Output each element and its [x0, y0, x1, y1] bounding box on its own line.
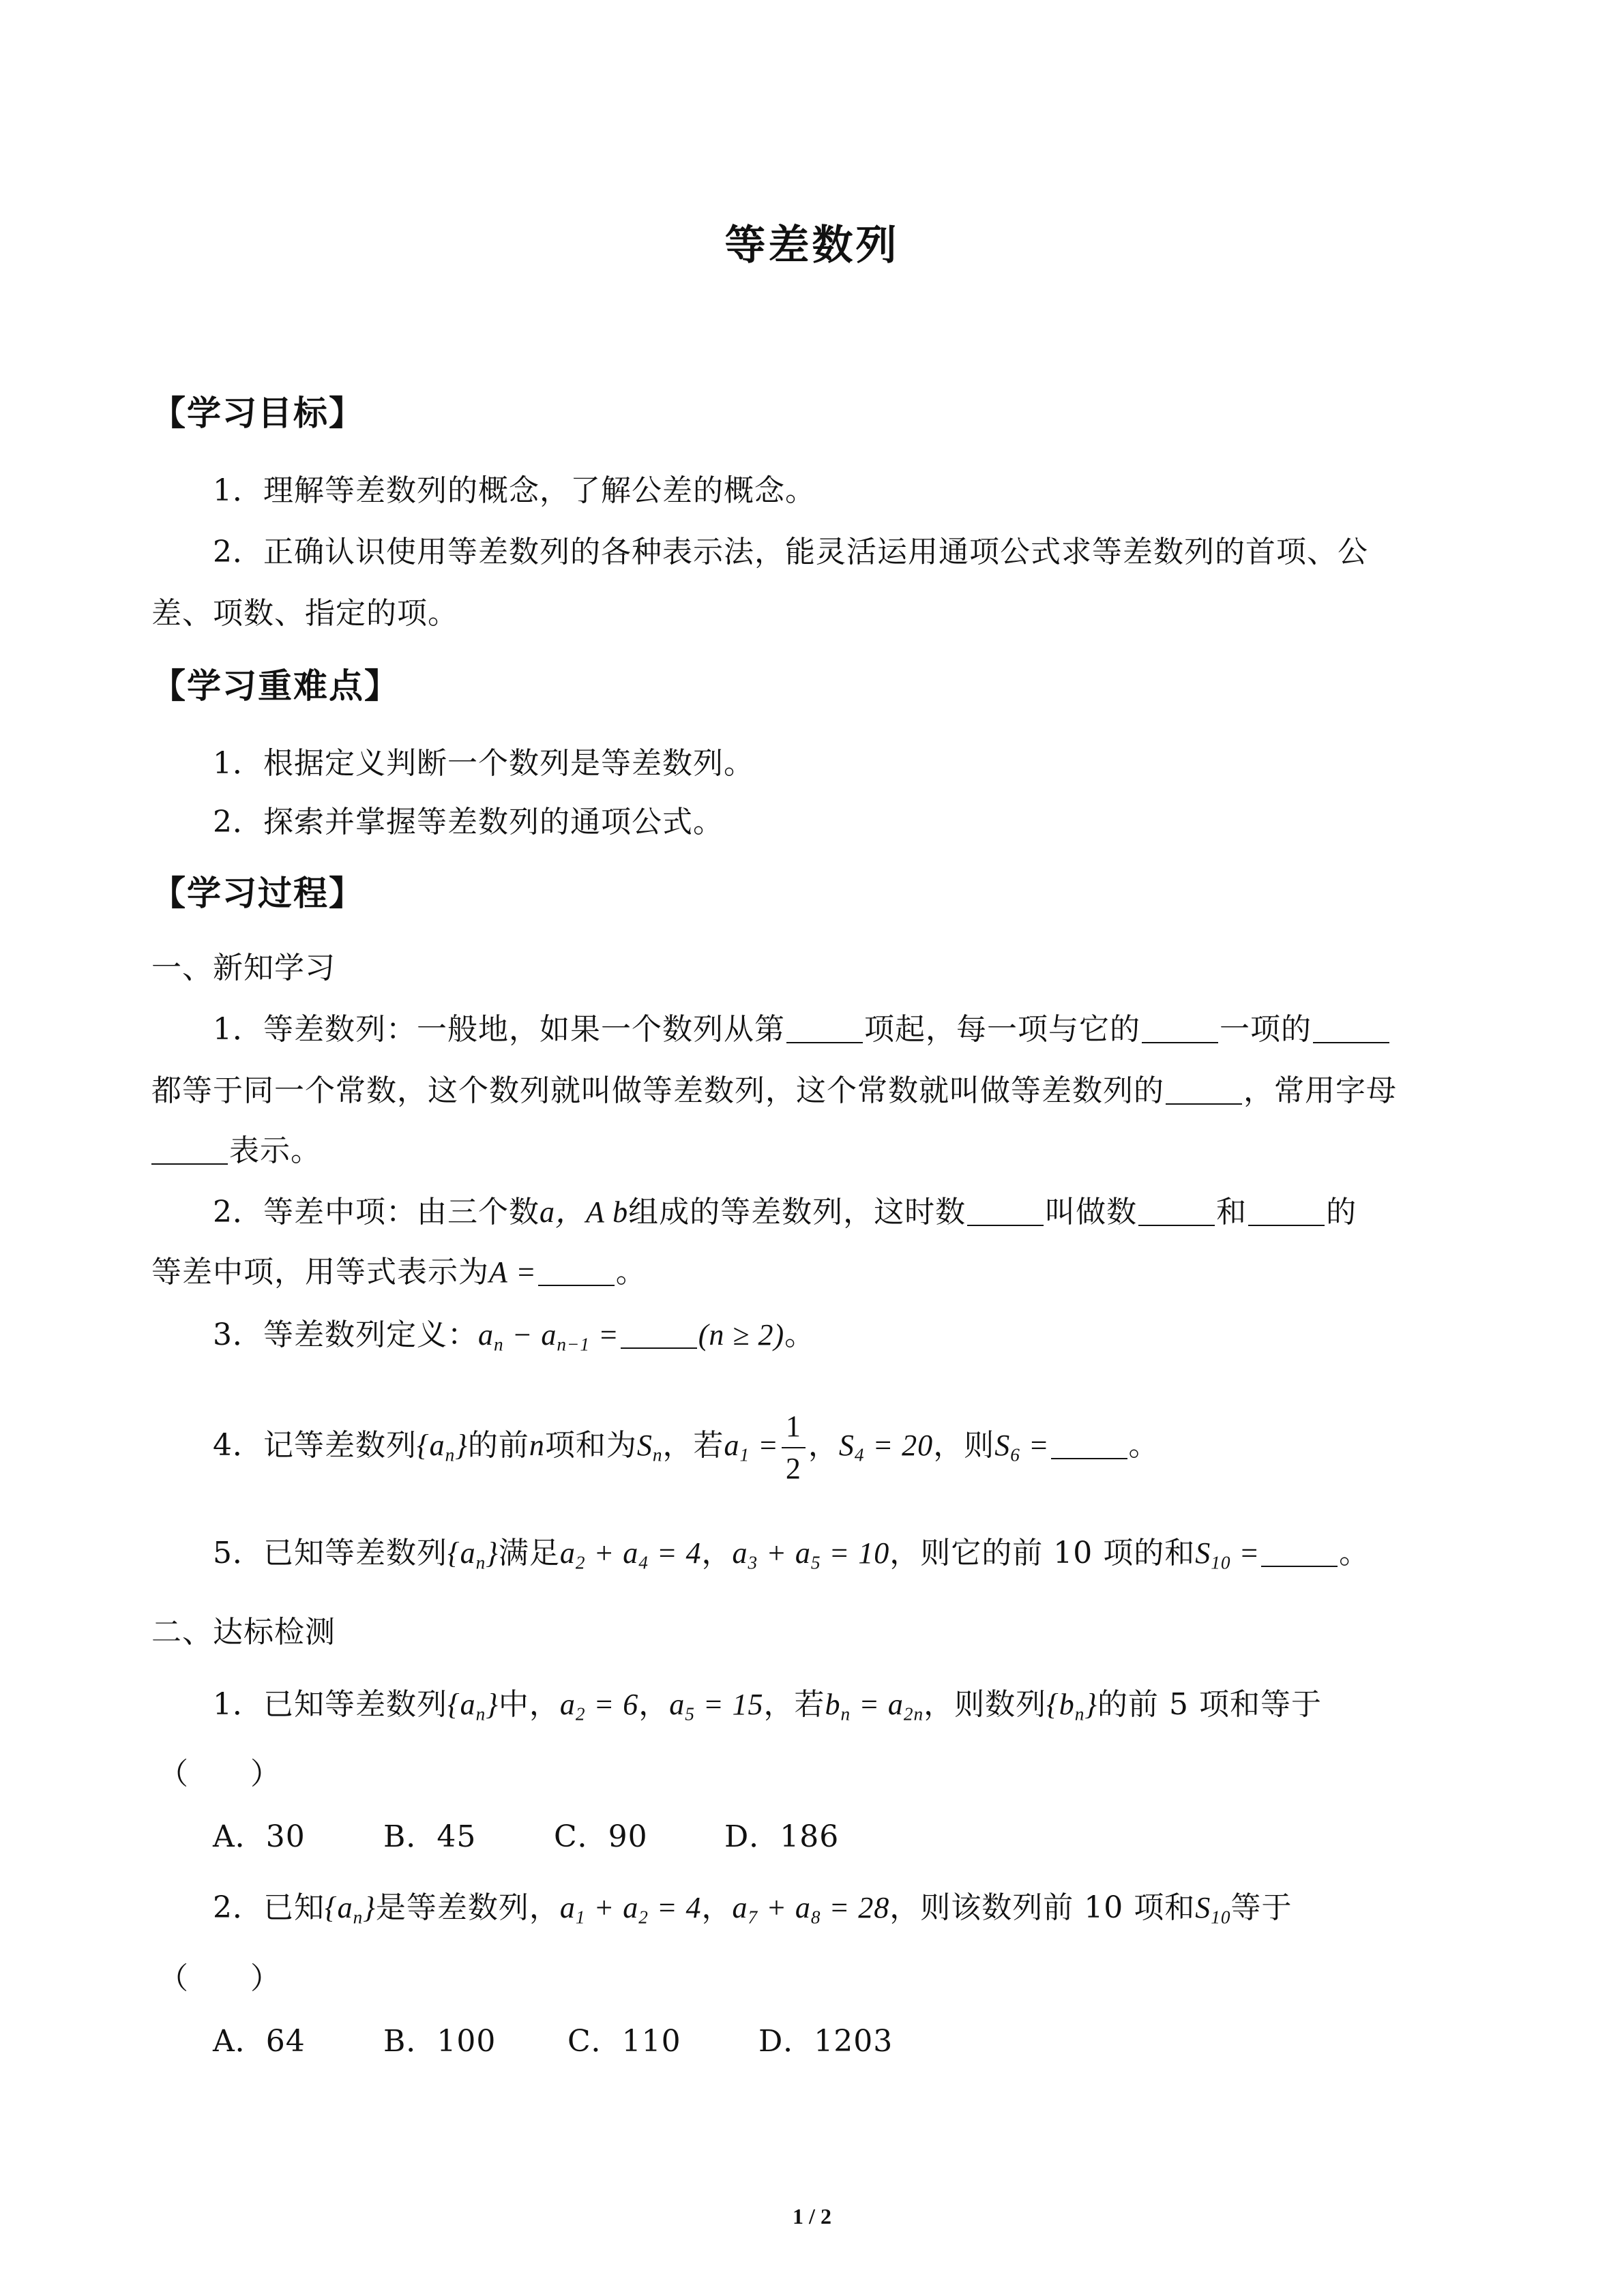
part1-question-4: 4．记等差数列$\{a_n\}$的前n项和为$S_n$，若$a_1$ = $\frac{1}{2}$ ，$S_4 = 20$，则$S_6$ = 。 — [213, 1409, 1160, 1485]
part1-question-1-continued: 都等于同一个常数，这个数列就叫做等差数列，这个常数就叫做等差数列的 ，常用字母 — [151, 1073, 1397, 1108]
option-b[interactable]: B．45 — [383, 1819, 477, 1854]
answer-blank[interactable] — [1138, 1197, 1215, 1226]
part1-question-5: 5．已知等差数列$\{a_n\}$满足$a_2 + a_4 = 4$，$a_3 + a_5 = 10$，则它的前 10 项的和$S_{10}$ = 。 — [213, 1536, 1370, 1573]
answer-blank[interactable] — [1261, 1538, 1338, 1567]
answer-blank[interactable] — [1166, 1076, 1242, 1105]
part2-question-1: 1．已知等差数列$\{a_n\}$中，$a_2 = 6$，$a_5 = 15$，若$b_n = a_{2n}$，则数列$\{b_n\}$的前 5 项和等于 — [213, 1687, 1322, 1725]
option-d[interactable]: D．186 — [724, 1819, 840, 1854]
answer-blank[interactable] — [1051, 1431, 1127, 1459]
part2-question-2: 2．已知$\{a_n\}$是等差数列，$a_1 + a_2 = 4$，$a_7 + a_8 = 28$，则该数列前 10 项和$S_{10}$等于 — [213, 1890, 1293, 1928]
part1-question-2: 2．等差中项：由三个数a，A b组成的等差数列，这时数 叫做数 和 的 — [213, 1195, 1357, 1229]
answer-blank[interactable] — [151, 1136, 228, 1165]
difficulty-item-2: 2．探索并掌握等差数列的通项公式。 — [213, 805, 724, 839]
objective-item-2-continued: 差、项数、指定的项。 — [151, 596, 458, 631]
answer-blank[interactable] — [1248, 1197, 1325, 1226]
answer-blank[interactable] — [967, 1197, 1044, 1226]
fraction: $\frac{1}{2}$ — [782, 1412, 806, 1484]
objective-item-1: 1．理解等差数列的概念，了解公差的概念。 — [213, 473, 816, 508]
page-number: 1 / 2 — [793, 2204, 831, 2228]
option-a[interactable]: A．64 — [213, 2024, 306, 2059]
section-heading-process: 【学习过程】 — [151, 874, 364, 913]
option-c[interactable]: C．90 — [554, 1819, 648, 1854]
option-d[interactable]: D．1203 — [758, 2024, 894, 2059]
answer-blank[interactable] — [786, 1015, 863, 1043]
answer-blank[interactable] — [1313, 1015, 1389, 1043]
page-title: 等差数列 — [724, 222, 900, 269]
section-heading-objectives: 【学习目标】 — [151, 393, 364, 433]
answer-paren[interactable]: （ ） — [158, 1757, 281, 1791]
option-a[interactable]: A．30 — [213, 1819, 306, 1854]
option-b[interactable]: B．100 — [383, 2024, 497, 2059]
difficulty-item-1: 1．根据定义判断一个数列是等差数列。 — [213, 746, 754, 781]
part1-question-3: 3．等差数列定义：$a_n - a_{n-1} = (n \ge 2)$。 — [213, 1317, 816, 1355]
formula-definition: $a_n - a_{n-1}$ = — [478, 1318, 619, 1355]
part1-question-1: 1．等差数列：一般地，如果一个数列从第 项起，每一项与它的 一项的 — [213, 1009, 1391, 1050]
objective-item-2: 2．正确认识使用等差数列的各种表示法，能灵活运用通项公式求等差数列的首项、公 — [213, 535, 1368, 569]
part2-heading: 二、达标检测 — [151, 1615, 336, 1650]
formula-condition: (n ≥ 2) — [698, 1318, 785, 1352]
section-heading-difficulties: 【学习重难点】 — [151, 666, 400, 706]
part1-heading: 一、新知学习 — [151, 951, 336, 985]
part1-question-2-continued: 等差中项，用等式表示为A = 。 — [151, 1255, 647, 1289]
answer-blank[interactable] — [1142, 1015, 1218, 1043]
option-c[interactable]: C．110 — [567, 2024, 681, 2059]
answer-paren[interactable]: （ ） — [158, 1961, 281, 1996]
part1-question-1-end: 表示。 — [151, 1131, 321, 1172]
answer-blank[interactable] — [621, 1320, 697, 1349]
answer-blank[interactable] — [538, 1257, 615, 1286]
